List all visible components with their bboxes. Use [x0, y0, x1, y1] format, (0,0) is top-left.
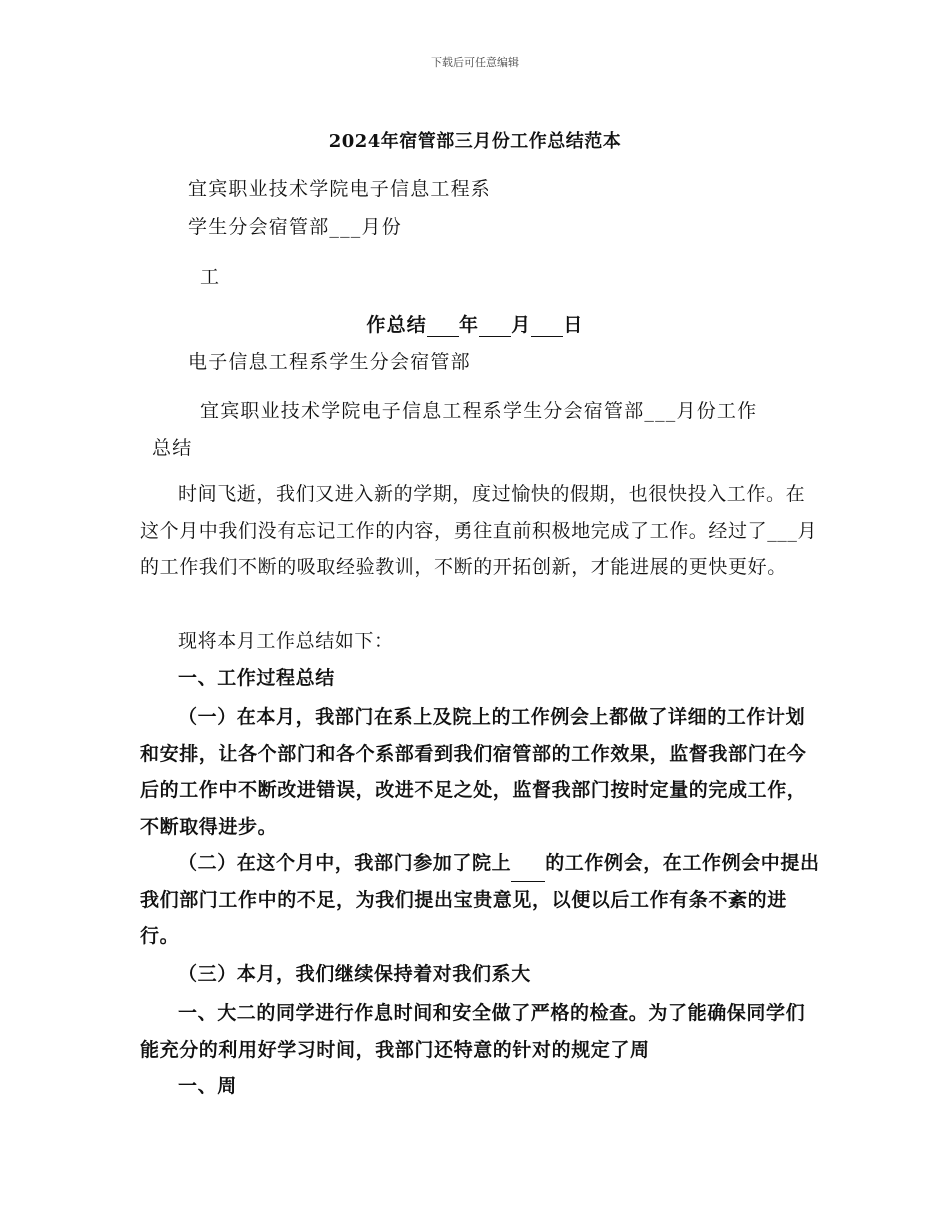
blank-year	[427, 316, 459, 337]
item1-paragraph: （一）在本月，我部门在系上及院上的工作例会上都做了详细的工作计划和安排，让各个部门和各个系部看到我们宿管部的工作效果，监督我部门在今后的工作中不断改进错误，改进不足之处，监督我部门按时定量的完成工作，不断取得进步。	[140, 706, 807, 838]
item3-paragraph: （三）本月，我们继续保持着对我们系大	[178, 963, 531, 985]
subtitle-line-1: 宜宾职业技术学院电子信息工程系学生分会宿管部___月份工作	[200, 400, 758, 422]
item3-continuation: 一、大二的同学进行作息时间和安全做了严格的检查。为了能确保同学们能充分的利用好学习时间，我部门还特意的针对的规定了周	[140, 1002, 806, 1061]
month-label: 月	[511, 314, 532, 336]
item2-paragraph	[140, 845, 820, 955]
school-dept-line: 宜宾职业技术学院电子信息工程系	[188, 178, 492, 200]
dept-full-line: 电子信息工程系学生分会宿管部	[188, 351, 471, 373]
char-gong: 工	[200, 266, 221, 288]
item2-part-a: （二）在这个月中，我部门参加了院上	[178, 852, 512, 874]
union-month-line: 学生分会宿管部___月份	[188, 216, 402, 238]
year-label: 年	[459, 314, 480, 336]
blank-day	[531, 316, 563, 337]
day-label: 日	[563, 314, 584, 336]
now-summary-paragraph: 现将本月工作总结如下：	[178, 630, 394, 652]
summary-date-text: 作总结	[366, 314, 427, 336]
section1-heading: 一、工作过程总结	[178, 667, 335, 689]
item3-end: 一、周	[178, 1075, 237, 1097]
header-note: 下载后可任意编辑	[431, 56, 519, 69]
item2-part-b: 的工作例会，在工作例会中提出我们部门工作中的不足，为我们提出宝贵意见，以便以后工作有条不紊的进行。	[140, 852, 820, 947]
document-title: 2024年宿管部三月份工作总结范本	[328, 131, 622, 152]
summary-date-line	[0, 310, 950, 337]
subtitle-line-2: 总结	[152, 437, 193, 459]
intro-paragraph: 时间飞逝，我们又进入新的学期，度过愉快的假期，也很快投入工作。在这个月中我们没有忘记工作的内容，勇往直前积极地完成了工作。经过了___月的工作我们不断的吸取经验教训，不断的开拓创新，才能进展的更快更好。	[140, 483, 818, 578]
blank-month	[479, 316, 511, 337]
blank-meeting-count	[511, 861, 545, 882]
